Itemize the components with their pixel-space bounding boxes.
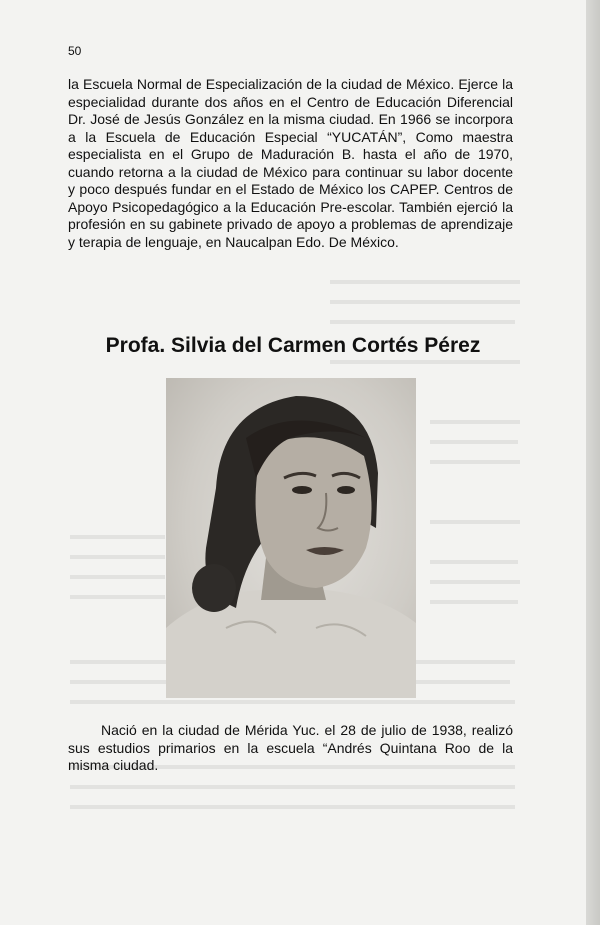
caption-paragraph: Nació en la ciudad de Mérida Yuc. el 28 de julio de 1938, realizó sus estudios primarios en la escuela “Andrés Quintana Roo de la misma ciudad. <box>68 722 513 773</box>
book-spine-edge <box>586 0 600 925</box>
portrait-drawing <box>166 378 416 698</box>
section-heading: Profa. Silvia del Carmen Cortés Pérez <box>105 334 481 357</box>
body-paragraph: la Escuela Normal de Especialización de la ciudad de México. Ejerce la especialidad durante dos años en el Centro de Educación Diferencial Dr. José de Jesús González en la misma ciudad. En 1966 se incorpora a la Escuela de Educación Especial “YUCATÁN”, Como maestra especialista en el Grupo de Maduración B. hasta el año de 1970, cuando retorna a la ciudad de México para continuar su labor docente y poco después fundar en el Estado de México los CAPEP. Centros de Apoyo Psicopedagógico a la Educación Pre-escolar. También ejerció la profesión en su gabinete privado de apoyo a problemas de aprendizaje y terapia de lenguaje, en Naucalpan Edo. De México. <box>68 76 513 250</box>
portrait-photo <box>166 378 416 698</box>
page-number: 50 <box>68 44 82 58</box>
